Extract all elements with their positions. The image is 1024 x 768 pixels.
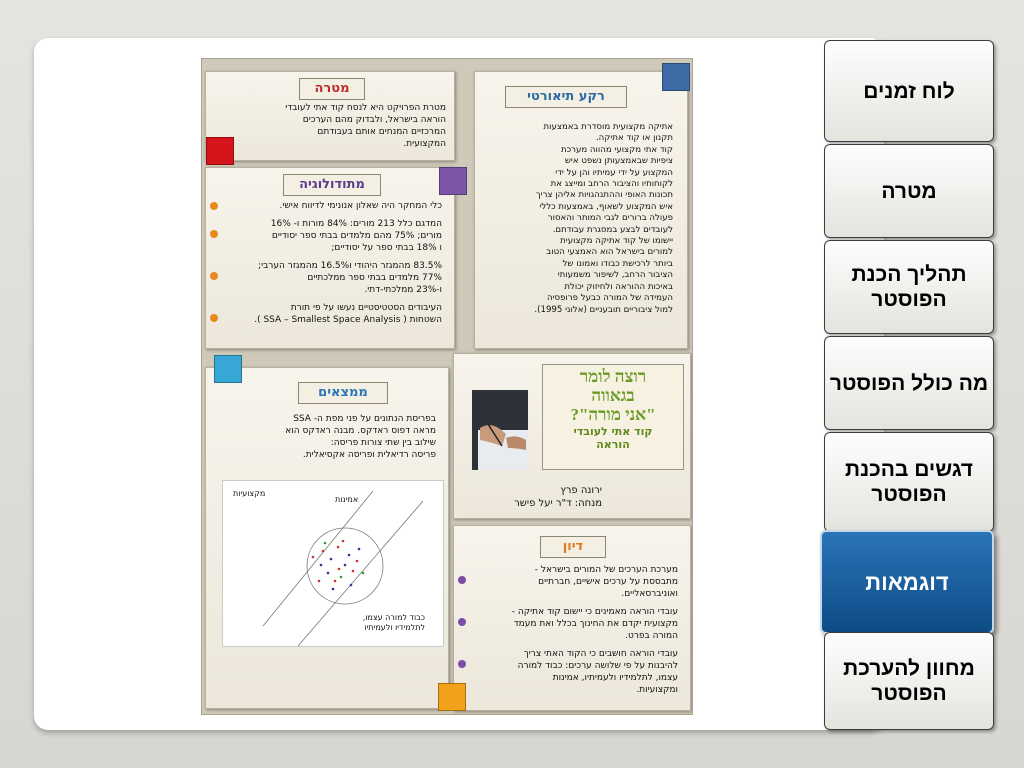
orange-square-decoration [438,683,466,711]
methodology-item [224,200,442,212]
list-item-line: כלי המחקר היה שאלון אנונימי לדיווח אישי. [279,201,442,211]
theory-panel [474,71,688,349]
methodology-list [206,200,454,332]
purple-square-decoration [439,167,467,195]
theory-text-line: הציבור הרחב, לשיפור משמעותי [557,270,673,281]
ssa-map [222,480,444,647]
list-item-line: 83.5% מהמגזר היהודי ו16.5% מהמגזר הערבי; [258,261,442,271]
theory-text-line: המקצוע על ידי עמיתיו והן על ידי [555,167,673,178]
nav-button-examples[interactable]: דוגמאות [820,530,994,634]
list-item-line: ואוניברסאליים. [621,589,678,599]
methodology-title: מתודולוגיה [283,174,381,196]
list-item-line: ו 18% בבתי ספר על יסודיים; [331,243,442,253]
ssa-point [322,550,325,553]
list-item-line: ו-23% ממלכתי-דתי. [364,285,442,295]
poster-headline [543,367,683,424]
title-panel [453,353,691,519]
bullet-icon [210,272,218,280]
bullet-icon [458,576,466,584]
ssa-point [312,556,315,559]
methodology-item [224,260,442,296]
ssa-point [348,554,351,557]
theory-text-line: פעולה ברורים לגבי המותר והאסור [547,213,673,224]
red-square-decoration [206,137,234,165]
nav-button-schedule[interactable]: לוח זמנים [824,40,994,142]
bullet-icon [210,202,218,210]
headline-line: בגאווה [591,386,635,405]
list-item-line: עובדי הוראה מאמינים כי יישום קוד אתיקה - [511,607,678,617]
ssa-point [318,580,321,583]
findings-title: ממצאים [298,382,388,404]
ssa-point [320,564,323,567]
list-item-line: מערכת הערכים של המורים בישראל - [534,565,678,575]
theory-text-line: אתיקה מקצועית מוסדרת באמצעות [543,122,673,132]
bullet-icon [458,660,466,668]
ssa-point [356,560,359,563]
ssa-point [340,576,343,579]
ssa-point [327,572,330,575]
teacher-photo-graphic [472,390,528,470]
discussion-item [472,648,678,696]
chart-label-trust: אמינות [335,495,359,504]
goal-text-line: מטרת הפרויקט היא לנסח קוד אתי לעובדי [285,103,446,113]
list-item-line: 77% מלמדים בבתי ספר ממלכתיים [307,273,442,283]
subtitle-line: קוד אתי לעובדי [573,425,653,438]
subtitle-line: הוראה [596,438,630,451]
theory-text-line: באיכות ההוראה ולחיזוק יכולת [564,281,673,292]
list-item-line: מתבססת על ערכים אישיים, חברתיים [538,577,678,587]
theory-text-line: לעובדים לבצע במסגרת עבודתם. [552,224,673,235]
goal-text-line: הוראה בישראל, ולבדוק מהם הערכים [302,115,446,125]
theory-text-line: יישומו של קוד אתיקה מקצועית [560,236,673,247]
findings-text-line: שילוב בין שתי צורות פריסה: [330,438,436,448]
findings-text-line: פריסה רדיאלית ופריסה אקסיאלית. [302,450,436,460]
headline-line: "אני מורה"? [570,405,656,424]
theory-text-line: איש המקצוע לשאוף, באמצעות כללי [539,201,673,212]
poster-credits [514,484,602,510]
nav-button-goal[interactable]: מטרה [824,144,994,238]
methodology-item [224,302,442,326]
nav-button-rubric[interactable]: מחוון להערכת הפוסטר [824,632,994,730]
list-item-line: עצמו, לתלמידיו ולעמיתיו, אמינות [552,673,678,683]
chart-label-respect: כבוד למורה עצמו, לתלמידיו ולעמיתיו [362,613,425,632]
chart-label-professional: מקצועיות [233,489,266,498]
list-item-line: המדגם כלל 213 מורים: 84% מורות ו- 16% [270,219,442,229]
ssa-point [342,540,345,543]
ssa-point [324,542,327,545]
theory-text-line: קוד אתי מקצועי מהווה מערכת [560,144,673,155]
nav-button-emphasis[interactable]: דגשים בהכנת הפוסטר [824,432,994,532]
list-item-line: השטחות ( SSA – Smallest Space Analysis ). [254,315,442,325]
theory-text-line: ביותר לרכישת כבודו ואמונו של [562,258,673,269]
theory-text-line: תכונות האופי וההתנהגויות אליהן צריך [536,190,673,201]
discussion-title: דיון [540,536,606,558]
teacher-photo [472,390,528,470]
advisor-name: מנחה: ד"ר יעל פישר [514,498,602,509]
ssa-point [352,570,355,573]
cyan-square-decoration [214,355,242,383]
poster-image [201,58,693,715]
ssa-point [334,580,337,583]
discussion-item [472,564,678,600]
ssa-point [330,558,333,561]
theory-text-line: לקוחותיו והציבור הרחב ומייצג את [550,179,673,190]
goal-panel [205,71,455,161]
list-item-line: מקצועית יקדם את החינוך בכלל ואת מעמד [513,619,678,629]
poster-subtitle [543,425,683,451]
theory-text-line: למורים בישראל הוא האמצעי הטוב [546,247,673,258]
goal-text [214,102,446,150]
list-item-line: ומקצועיות. [636,685,678,695]
goal-title: מטרה [299,78,365,100]
theory-text-line: למול ציבוריים תובעניים (אלוני 1995). [534,304,673,315]
findings-text-line: בפריסת הנתונים על פני מפת ה- SSA [293,414,436,424]
ssa-point [337,546,340,549]
axis-line-1 [263,491,373,626]
goal-text-line: המרכזיים המנחים אותם בעבודתם [317,127,446,137]
list-item-line: להיבנות על פי שלושה ערכים: כבוד למורה [517,661,678,671]
ssa-point [344,564,347,567]
poster-title-box [542,364,684,470]
blue-square-decoration [662,63,690,91]
author-name: ירונה פרץ [560,485,602,496]
findings-text-line: מראה דפוס ראדקס. מבנה ראדקס הוא [285,426,436,436]
theory-text [483,122,673,316]
list-item-line: עובדי הוראה חושבים כי הקוד האתי צריך [523,649,678,659]
bullet-icon [210,314,218,322]
bullet-icon [210,230,218,238]
nav-button-process[interactable]: תהליך הכנת הפוסטר [824,240,994,334]
theory-text-line: העמידה של המורה כבעל פרופסיה [546,293,673,304]
theory-text-line: ציפיות שבאמצעותן נשפט איש [564,156,673,167]
bullet-icon [458,618,466,626]
ssa-point [350,584,353,587]
ssa-point [332,588,335,591]
discussion-item [472,606,678,642]
methodology-item [224,218,442,254]
headline-line: רוצה לומר [579,367,647,386]
goal-text-line: המקצועית. [403,139,446,149]
findings-text [216,413,436,461]
theory-title: רקע תיאורטי [505,86,627,108]
discussion-panel [453,525,691,711]
findings-panel [205,367,449,709]
theory-text-line: תקנון או קוד אתיקה. [595,133,673,144]
methodology-panel [205,167,455,349]
ssa-point [362,572,365,575]
list-item-line: מורים; 75% מהם מלמדים בבתי ספר יסודיים [271,231,442,241]
discussion-list [454,564,690,702]
list-item-line: העיבודים הסטטיסטיים נעשו על פי תורת [290,303,442,313]
ssa-point [338,568,341,571]
ssa-point [358,548,361,551]
list-item-line: המורה בפרט. [625,631,678,641]
nav-button-contents[interactable]: מה כולל הפוסטר [824,336,994,430]
